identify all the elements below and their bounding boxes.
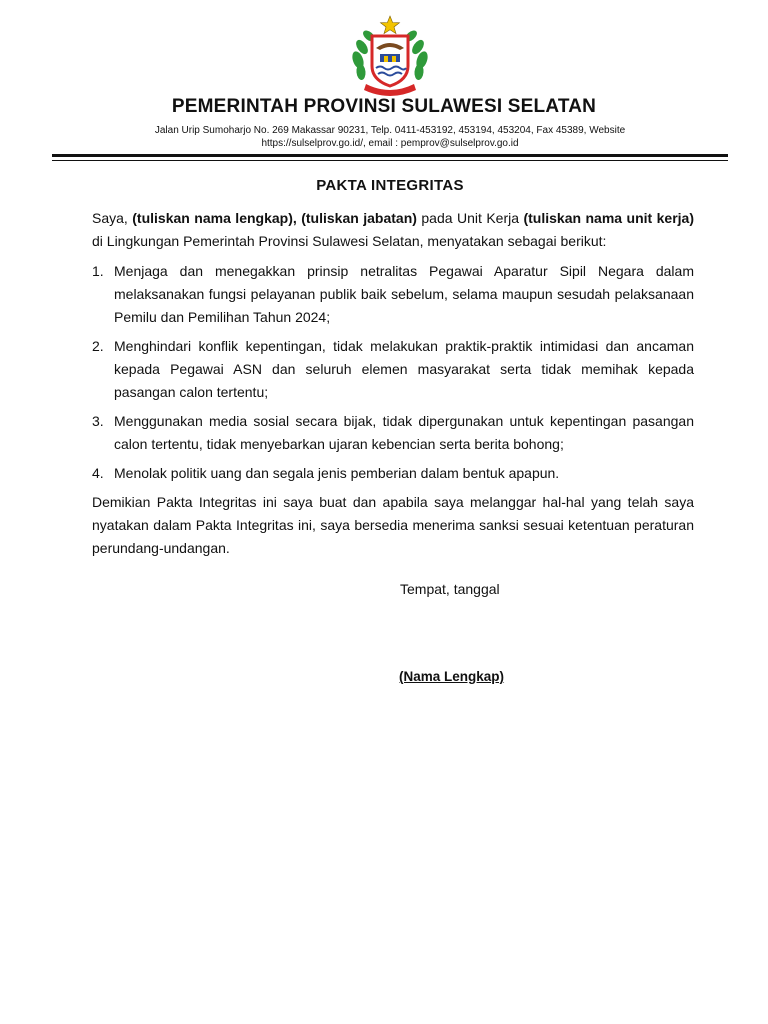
document-body — [92, 207, 694, 560]
list-item-number: 3. — [92, 413, 104, 429]
address-line-2: https://sulselprov.go.id/, email : pemprov@sulselprov.go.id — [261, 137, 519, 149]
intro-rest: di Lingkungan Pemerintah Provinsi Sulawesi Selatan, menyatakan sebagai berikut: — [92, 233, 607, 249]
signer-name: (Nama Lengkap) — [399, 669, 505, 684]
list-item-text: Menghindari konflik kepentingan, tidak melakukan praktik-praktik intimidasi dan ancaman kepada Pegawai ASN dan seluruh elemen masyarakat serta tidak memihak kepada pasangan calon tertentu; — [114, 338, 694, 400]
placeholder-unit-kerja: (tuliskan nama unit kerja) — [523, 210, 694, 226]
commitment-list — [92, 260, 694, 485]
placeholder-jabatan: (tuliskan jabatan) — [301, 210, 417, 226]
letterhead-divider-thin — [52, 160, 728, 161]
closing-paragraph: Demikian Pakta Integritas ini saya buat dan apabila saya melanggar hal-hal yang telah saya nyatakan dalam Pakta Integritas ini, saya bersedia menerima sanksi sesuai ketentuan peraturan perundang-undangan. — [92, 494, 694, 556]
list-item-text: Menolak politik uang dan segala jenis pemberian dalam bentuk apapun. — [114, 465, 560, 481]
placeholder-nama-lengkap: (tuliskan nama lengkap) — [132, 210, 293, 226]
document-title: PAKTA INTEGRITAS — [316, 177, 464, 194]
place-date: Tempat, tanggal — [400, 581, 500, 597]
list-item — [92, 410, 694, 456]
list-item-text: Menjaga dan menegakkan prinsip netralitas Pegawai Aparatur Sipil Negara dalam melaksanakan fungsi pelayanan publik baik sebelum, selama maupun sesudah pelaksanaan Pemilu dan Pemilihan Tahun 2024; — [114, 263, 694, 325]
letterhead-address — [110, 125, 670, 150]
list-item — [92, 462, 694, 485]
list-item — [92, 335, 694, 404]
list-item-number: 1. — [92, 263, 104, 279]
intro-separator: , — [292, 210, 302, 226]
list-item — [92, 260, 694, 329]
list-item-text: Menggunakan media sosial secara bijak, tidak dipergunakan untuk kepentingan pasangan calon tertentu, tidak menyebarkan ujaran kebencian serta berita bohong; — [114, 413, 694, 452]
letterhead-divider-thick — [52, 154, 728, 157]
intro-paragraph — [92, 207, 694, 253]
provincial-emblem-icon — [350, 14, 430, 98]
intro-saya: Saya, — [92, 210, 133, 226]
list-item-number: 2. — [92, 338, 104, 354]
intro-pada-unit-kerja: pada Unit Kerja — [416, 210, 524, 226]
government-name: PEMERINTAH PROVINSI SULAWESI SELATAN — [171, 96, 597, 117]
list-item-number: 4. — [92, 465, 104, 481]
address-line-1: Jalan Urip Sumoharjo No. 269 Makassar 90231, Telp. 0411-453192, 453194, 453204, Fax 45389, Website — [154, 125, 626, 136]
